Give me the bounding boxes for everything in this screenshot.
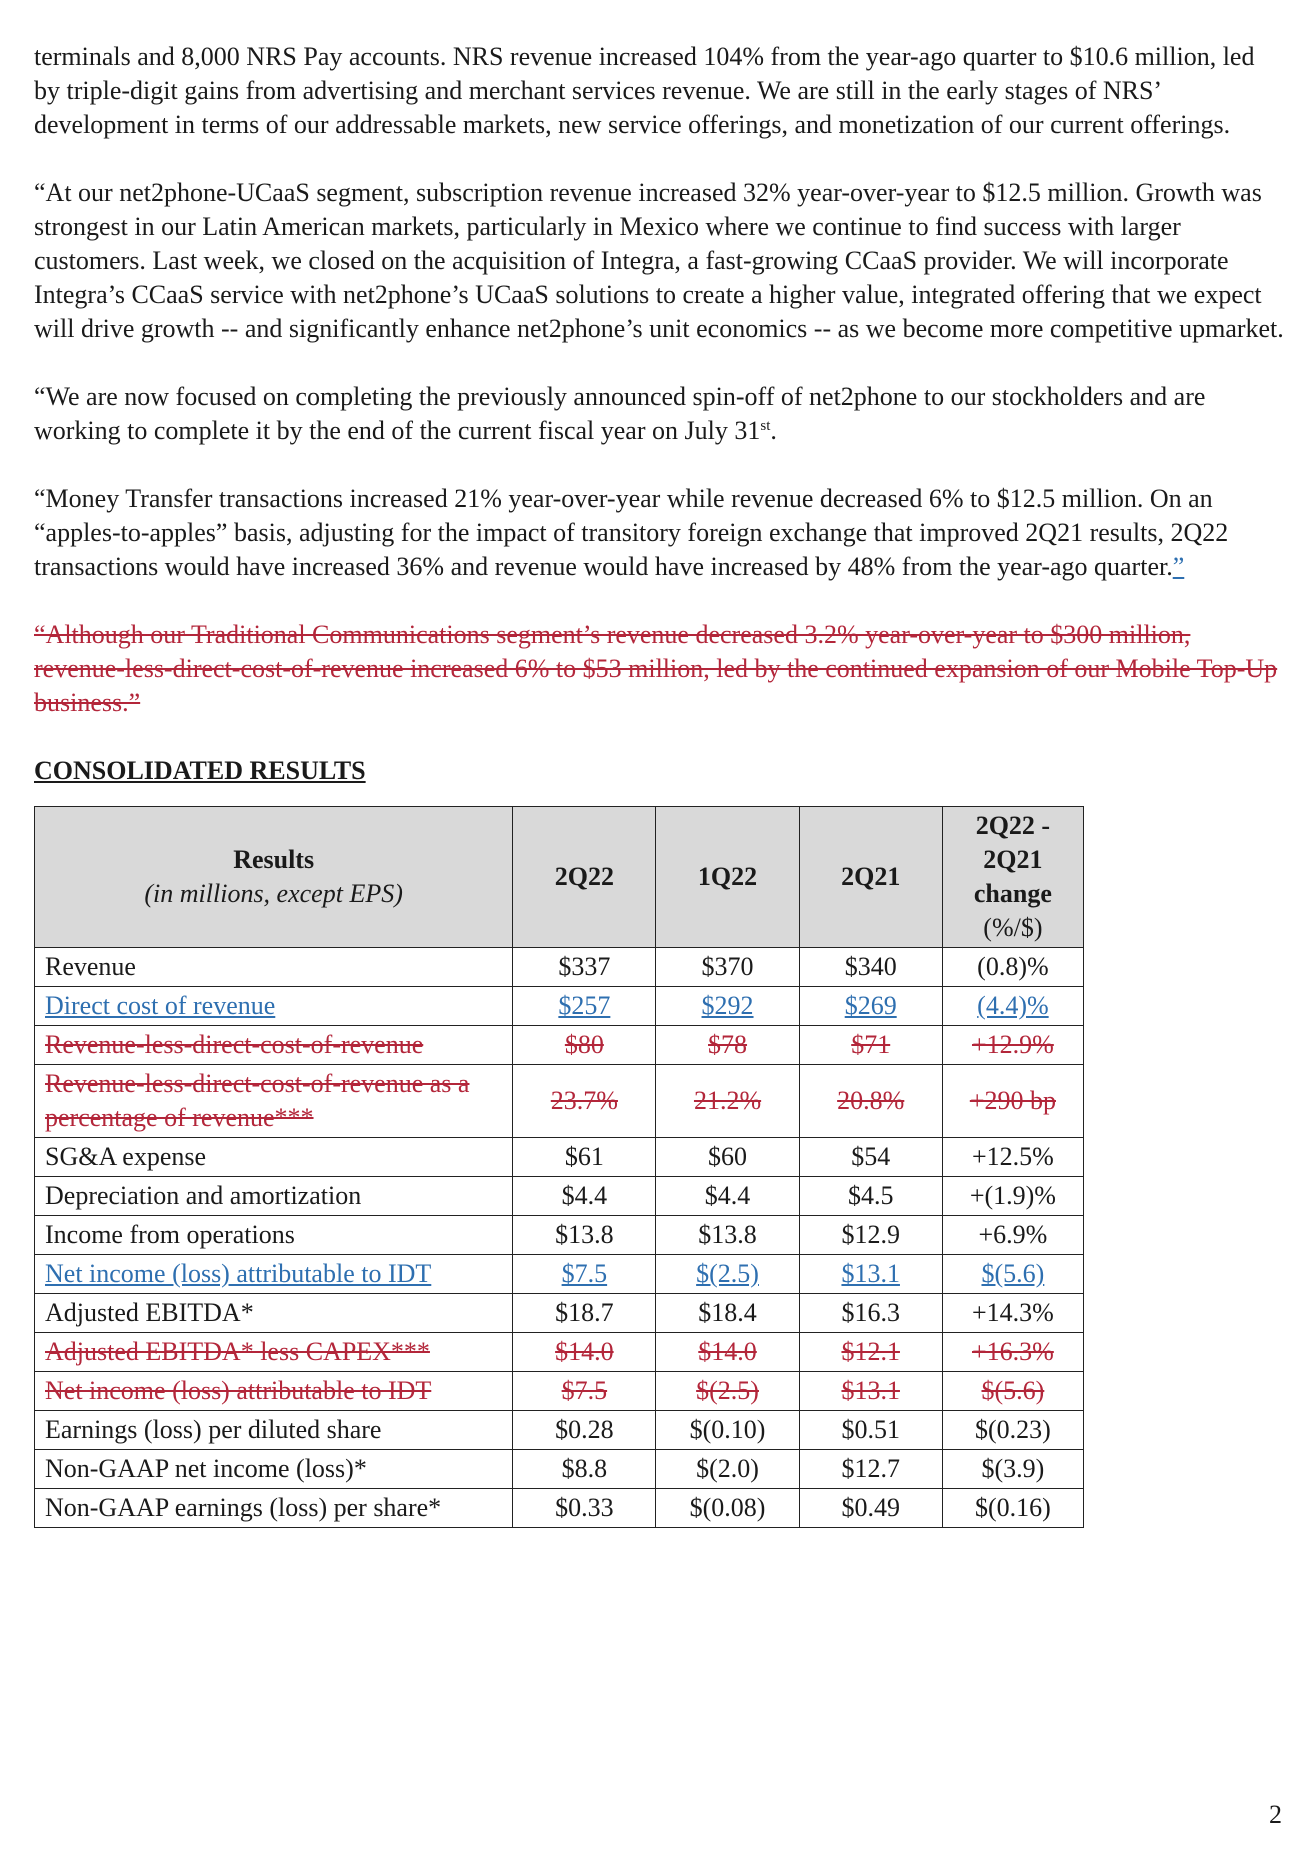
cell-2q22: $18.7: [513, 1294, 656, 1333]
row-label: Adjusted EBITDA*: [35, 1294, 513, 1333]
cell-2q22: [513, 1065, 656, 1138]
cell-2q22: $337: [513, 948, 656, 987]
table-row-net-income-inserted: [35, 1255, 1084, 1294]
table-row-adjusted-ebitda: [35, 1294, 1084, 1333]
cell-2q22: $4.4: [513, 1177, 656, 1216]
paragraph-spin-off-end: .: [770, 416, 777, 445]
inserted-quote-mark: ”: [1172, 552, 1185, 581]
header-2q21: 2Q21: [799, 807, 942, 948]
cell-value: (4.4)%: [977, 991, 1049, 1020]
header-change-title: 2Q22 - 2Q21 change: [973, 811, 1052, 908]
cell-value: +12.9%: [971, 1030, 1054, 1059]
cell-2q21: [799, 1065, 942, 1138]
cell-change: [942, 1026, 1083, 1065]
cell-change: +6.9%: [942, 1216, 1083, 1255]
cell-2q21: [799, 1372, 942, 1411]
row-label-text: Net income (loss) attributable to IDT: [45, 1376, 432, 1405]
cell-value: 23.7%: [550, 1086, 618, 1115]
row-label: [35, 1026, 513, 1065]
table-row-income-from-operations: [35, 1216, 1084, 1255]
header-2q22: 2Q22: [513, 807, 656, 948]
table-row-revenue-less-direct-cost-deleted: [35, 1026, 1084, 1065]
cell-2q21: $0.49: [799, 1489, 942, 1528]
consolidated-results-table: [34, 806, 1084, 1528]
row-label: Income from operations: [35, 1216, 513, 1255]
cell-1q22: [656, 1255, 799, 1294]
cell-1q22: $370: [656, 948, 799, 987]
table-row-non-gaap-eps: [35, 1489, 1084, 1528]
header-results: [35, 807, 513, 948]
table-header-row: [35, 807, 1084, 948]
paragraph-net2phone: “At our net2phone-UCaaS segment, subscription revenue increased 32% year-over-year to $12.5 million. Growth was strongest in our Latin American markets, particularly in Mexico where we continue to find success with larger customers. Last week, we closed on the acquisition of Integra, a fast-growing CCaaS provider. We will incorporate Integra’s CCaaS service with net2phone’s UCaaS solutions to create a higher value, integrated offering that we expect will drive growth -- and significantly enhance net2phone’s unit economics -- as we become more competitive upmarket.: [34, 178, 1284, 343]
cell-1q22: [656, 1372, 799, 1411]
cell-2q22: $0.33: [513, 1489, 656, 1528]
cell-value: $(5.6): [981, 1376, 1045, 1405]
table-row-net-income-deleted: [35, 1372, 1084, 1411]
row-label: SG&A expense: [35, 1138, 513, 1177]
cell-2q21: $4.5: [799, 1177, 942, 1216]
cell-value: $292: [701, 991, 754, 1020]
cell-value: $80: [564, 1030, 604, 1059]
document-page: [34, 40, 1284, 1528]
page-number: 2: [1269, 1800, 1282, 1829]
cell-change: +12.5%: [942, 1138, 1083, 1177]
cell-value: 21.2%: [693, 1086, 762, 1115]
cell-value: $257: [558, 991, 611, 1020]
cell-2q21: [799, 987, 942, 1026]
cell-value: +16.3%: [971, 1337, 1054, 1366]
cell-1q22: [656, 1026, 799, 1065]
paragraph-money-transfer: [34, 482, 1284, 584]
table-row-eps-diluted: [35, 1411, 1084, 1450]
cell-2q21: [799, 1026, 942, 1065]
table-row-adjusted-ebitda-less-capex-deleted: [35, 1333, 1084, 1372]
row-label: Earnings (loss) per diluted share: [35, 1411, 513, 1450]
row-label: [35, 1372, 513, 1411]
cell-value: $13.1: [841, 1259, 900, 1288]
cell-value: $14.0: [698, 1337, 757, 1366]
cell-1q22: $60: [656, 1138, 799, 1177]
cell-1q22: [656, 987, 799, 1026]
cell-2q22: $8.8: [513, 1450, 656, 1489]
cell-2q22: $0.28: [513, 1411, 656, 1450]
row-label: [35, 1255, 513, 1294]
cell-1q22: $4.4: [656, 1177, 799, 1216]
header-change-unit: (%/$): [983, 913, 1043, 942]
paragraph-traditional-communications-deleted: “Although our Traditional Communications segment’s revenue decreased 3.2% year-over-year to $300 million, revenue-less-direct-cost-of-revenue increased 6% to $53 million, led by the continued expansion of our Mobile Top-Up business.”: [34, 620, 1278, 717]
cell-change: [942, 1333, 1083, 1372]
cell-change: (0.8)%: [942, 948, 1083, 987]
paragraph-money-transfer-text: “Money Transfer transactions increased 21% year-over-year while revenue decreased 6% to $12.5 million. On an “apples-to-apples” basis, adjusting for the impact of transitory foreign exchange that improved 2Q21 results, 2Q22 transactions would have increased 36% and revenue would have increased by 48% from the year-ago quarter.: [34, 484, 1229, 581]
cell-2q22: [513, 1333, 656, 1372]
cell-value: $71: [851, 1030, 891, 1059]
cell-value: $14.0: [555, 1337, 614, 1366]
cell-value: $78: [708, 1030, 748, 1059]
row-label-footnote-mark: ***: [274, 1103, 314, 1132]
paragraph-spin-off-text: “We are now focused on completing the previously announced spin-off of net2phone to our stockholders and are working to complete it by the end of the current fiscal year on July 31: [34, 382, 1206, 445]
row-label: Non-GAAP earnings (loss) per share*: [35, 1489, 513, 1528]
cell-change: $(0.16): [942, 1489, 1083, 1528]
cell-2q21: $12.7: [799, 1450, 942, 1489]
cell-2q21: $12.9: [799, 1216, 942, 1255]
paragraph-nrs: terminals and 8,000 NRS Pay accounts. NRS revenue increased 104% from the year-ago quarter to $10.6 million, led by triple-digit gains from advertising and merchant services revenue. We are still in the early stages of NRS’ development in terms of our addressable markets, new service offerings, and monetization of our current offerings.: [34, 42, 1255, 139]
cell-change: [942, 987, 1083, 1026]
cell-1q22: $(0.10): [656, 1411, 799, 1450]
header-results-title: Results: [233, 845, 315, 874]
cell-1q22: $18.4: [656, 1294, 799, 1333]
row-label: [35, 987, 513, 1026]
cell-2q22: $61: [513, 1138, 656, 1177]
cell-1q22: [656, 1333, 799, 1372]
row-label: Non-GAAP net income (loss)*: [35, 1450, 513, 1489]
paragraph-spin-off: [34, 380, 1284, 448]
cell-1q22: $13.8: [656, 1216, 799, 1255]
row-label-text: Revenue-less-direct-cost-of-revenue: [45, 1030, 424, 1059]
cell-value: $(5.6): [981, 1259, 1045, 1288]
cell-2q21: $16.3: [799, 1294, 942, 1333]
row-label: Depreciation and amortization: [35, 1177, 513, 1216]
row-label-text: Adjusted EBITDA* less CAPEX***: [45, 1337, 430, 1366]
cell-value: $12.1: [841, 1337, 900, 1366]
row-label-text: Net income (loss) attributable to IDT: [45, 1259, 432, 1288]
cell-change: [942, 1372, 1083, 1411]
header-change: [942, 807, 1083, 948]
cell-change: [942, 1255, 1083, 1294]
cell-value: $7.5: [561, 1259, 608, 1288]
row-label-text: Revenue-less-direct-cost-of-revenue as a percentage of revenue: [45, 1069, 470, 1132]
row-label: [35, 1065, 513, 1138]
header-results-subtitle: (in millions, except EPS): [144, 879, 403, 908]
row-label-text: Direct cost of revenue: [45, 991, 276, 1020]
table-row-depreciation: [35, 1177, 1084, 1216]
cell-value: $13.1: [841, 1376, 900, 1405]
cell-1q22: $(2.0): [656, 1450, 799, 1489]
cell-value: $7.5: [561, 1376, 608, 1405]
table-row-direct-cost: [35, 987, 1084, 1026]
section-heading: CONSOLIDATED RESULTS: [34, 756, 366, 785]
cell-change: +(1.9)%: [942, 1177, 1083, 1216]
table-row-revenue: [35, 948, 1084, 987]
table-row-non-gaap-net-income: [35, 1450, 1084, 1489]
cell-change: $(3.9): [942, 1450, 1083, 1489]
ordinal-suffix: st: [760, 418, 771, 434]
cell-2q22: [513, 1255, 656, 1294]
cell-value: 20.8%: [837, 1086, 905, 1115]
cell-2q21: [799, 1333, 942, 1372]
cell-change: [942, 1065, 1083, 1138]
cell-2q22: [513, 1372, 656, 1411]
cell-2q21: [799, 1255, 942, 1294]
cell-value: $(2.5): [696, 1376, 759, 1405]
cell-value: +290 bp: [969, 1086, 1056, 1115]
cell-change: $(0.23): [942, 1411, 1083, 1450]
row-label: [35, 1333, 513, 1372]
cell-1q22: $(0.08): [656, 1489, 799, 1528]
table-row-revenue-less-direct-cost-pct-deleted: [35, 1065, 1084, 1138]
row-label: Revenue: [35, 948, 513, 987]
cell-value: $269: [844, 991, 897, 1020]
cell-2q22: [513, 1026, 656, 1065]
cell-change: +14.3%: [942, 1294, 1083, 1333]
cell-2q21: $0.51: [799, 1411, 942, 1450]
cell-2q22: $13.8: [513, 1216, 656, 1255]
cell-2q22: [513, 987, 656, 1026]
cell-2q21: $54: [799, 1138, 942, 1177]
cell-2q21: $340: [799, 948, 942, 987]
cell-1q22: [656, 1065, 799, 1138]
cell-value: $(2.5): [696, 1259, 759, 1288]
header-1q22: 1Q22: [656, 807, 799, 948]
table-row-sga-expense: [35, 1138, 1084, 1177]
